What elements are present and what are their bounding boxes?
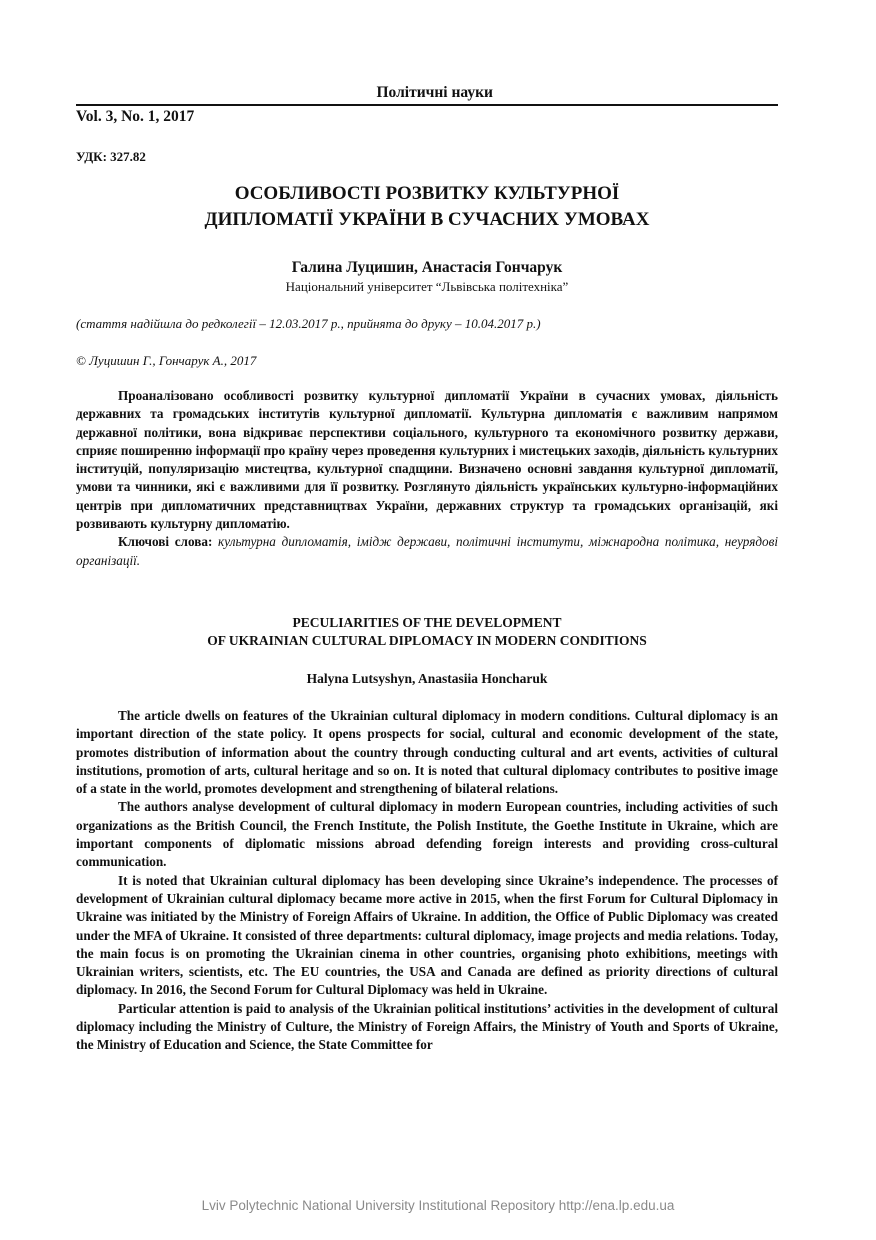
english-title-line-1: PECULIARITIES OF THE DEVELOPMENT	[292, 615, 562, 630]
keywords-list: культурна дипломатія, імідж держави, політичні інститути, міжнародна політика, неурядові організації.	[76, 534, 779, 568]
english-abstract	[76, 707, 778, 1055]
keywords-label: Ключові слова:	[118, 534, 213, 550]
english-abstract-paragraph: The authors analyse development of cultural diplomacy in modern European countries, including activities of such organizations as the British Council, the French Institute, the Polish Institute, the Goethe Institute in Ukraine, which are important components of diplomatic missions abroad defending foreign interests and providing cross-cultural communication.	[76, 799, 778, 870]
english-title	[76, 614, 778, 650]
ukrainian-title	[76, 181, 778, 233]
english-authors: Halyna Lutsyshyn, Anastasiia Honcharuk	[306, 671, 548, 686]
journal-section-topic: Політичні науки	[376, 84, 493, 101]
repository-footer: Lviv Polytechnic National University Institutional Repository http://ena.lp.edu.ua	[201, 1198, 675, 1213]
affiliation: Національний університет “Львівська політехніка”	[285, 279, 569, 294]
ukrainian-authors: Галина Луцишин, Анастасія Гончарук	[291, 259, 563, 276]
english-abstract-paragraph: Particular attention is paid to analysis of the Ukrainian political institutions’ activities in the development of cultural diplomacy including the Ministry of Culture, the Ministry of Foreign Affairs, the Ministry of Youth and Sports of Ukraine, the Ministry of Education and Science, the State Committee for	[76, 1000, 778, 1053]
header-divider	[76, 104, 778, 106]
ukrainian-abstract	[76, 387, 778, 570]
journal-volume: Vol. 3, No. 1, 2017	[76, 108, 195, 125]
english-abstract-paragraph: The article dwells on features of the Ukrainian cultural diplomacy in modern conditions. Cultural diplomacy is an important direction of the state policy. It opens prospects for social, cultural and economic development of the state, promotes distribution of information about the country through conducting cultural and art events, activities of cultural institutions, promotion of arts, cultural heritage and so on. It is noted that cultural diplomacy contributes to positive image of a state in the world, promotes development and strengthening of bilateral relations.	[76, 708, 778, 797]
ukrainian-title-line-2: ДИПЛОМАТІЇ УКРАЇНИ В СУЧАСНИХ УМОВАХ	[204, 209, 650, 230]
english-title-line-2: OF UKRAINIAN CULTURAL DIPLOMACY IN MODERN CONDITIONS	[207, 633, 647, 648]
english-abstract-paragraph: It is noted that Ukrainian cultural diplomacy has been developing since Ukraine’s independence. The processes of development of Ukrainian cultural diplomacy became more active in 2015, when the first Forum for Cultural Diplomacy in Ukraine was initiated by the Ministry of Foreign Affairs of Ukraine. In addition, the Office of Public Diplomacy was created under the MFA of Ukraine. It consisted of three departments: cultural diplomacy, image projects and media relations. Today, the main focus is on promoting the Ukrainian cinema in other countries, organising photo exhibitions, meetings with Ukrainian writers, scientists, etc. The EU countries, the USA and Canada are defined as priority directions of cultural diplomacy. In 2016, the Second Forum for Cultural Diplomacy was held in Ukraine.	[76, 872, 778, 998]
ukrainian-title-line-1: ОСОБЛИВОСТІ РОЗВИТКУ КУЛЬТУРНОЇ	[234, 183, 620, 204]
copyright-notice: © Луцишин Г., Гончарук А., 2017	[76, 353, 257, 368]
ukrainian-abstract-text: Проаналізовано особливості розвитку культурної дипломатії України в сучасних умовах, діяльність державних та громадських інститутів культурної дипломатії. Культурна дипломатія є важливим напрямом державної політики, вона відкриває перспективи соціального, культурного та економічного розвитку держави, сприяє поширенню інформації про країну через проведення культурних і мистецьких заходів, діяльність культурних інституцій, популяризацію мистецтва, культурної спадщини. Визначено основні завдання культурної дипломатії, умови та чинники, які є важливими для її розвитку. Розглянуто діяльність українських культурно-інформаційних центрів при дипломатичних представництвах України, державних структур та громадських організацій, які розвивають культурну дипломатію.	[76, 388, 778, 532]
udk-code: УДК: 327.82	[76, 149, 146, 164]
ukrainian-keywords	[76, 533, 778, 570]
received-dates: (стаття надійшла до редколегії – 12.03.2017 р., прийнята до друку – 10.04.2017 р.)	[76, 316, 541, 331]
